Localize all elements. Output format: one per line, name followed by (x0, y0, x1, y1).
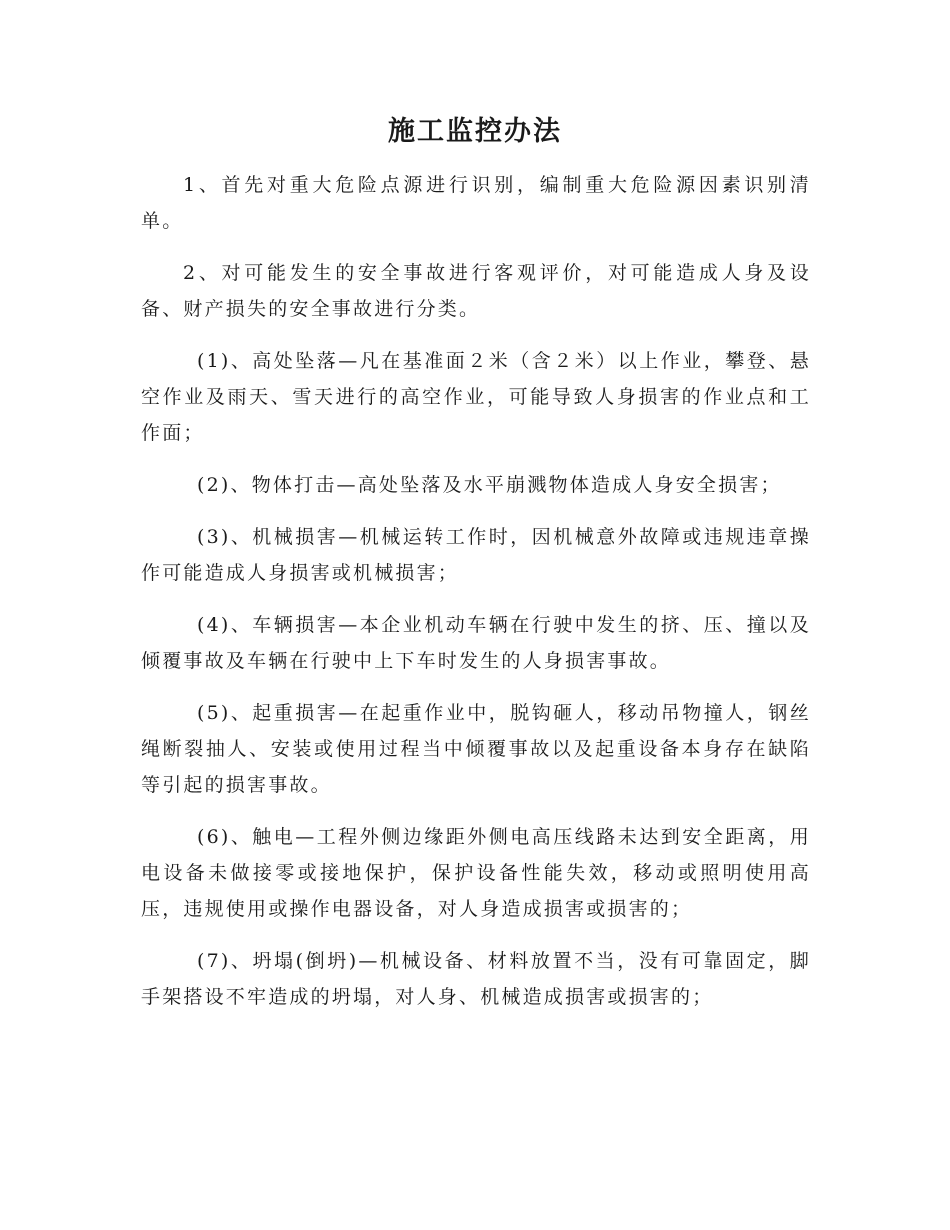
paragraph-item-2: (2)、物体打击—高处坠落及水平崩溅物体造成人身安全损害； (197, 474, 782, 496)
paragraph-item-3: (3)、机械损害—机械运转工作时，因机械意外故障或违规违章操作可能造成人身损害或机械损害； (141, 526, 811, 584)
document-body (141, 167, 811, 1031)
page-title: 施工监控办法 (388, 116, 562, 147)
paragraph-item-4: (4)、车辆损害—本企业机动车辆在行驶中发生的挤、压、撞以及倾覆事故及车辆在行驶中上下车时发生的人身损害事故。 (141, 614, 811, 672)
paragraph-item-6: (6)、触电—工程外侧边缘距外侧电高压线路未达到安全距离，用电设备未做接零或接地保护，保护设备性能失效，移动或照明使用高压，违规使用或操作电器设备，对人身造成损害或损害的； (141, 826, 811, 920)
paragraph-2: 2、对可能发生的安全事故进行客观评价，对可能造成人身及设备、财产损失的安全事故进行分类。 (141, 262, 811, 320)
paragraph-item-5: (5)、起重损害—在起重作业中，脱钩砸人，移动吊物撞人，钢丝绳断裂抽人、安装或使用过程当中倾覆事故以及起重设备本身存在缺陷等引起的损害事故。 (141, 702, 811, 796)
paragraph-1: 1、首先对重大危险点源进行识别，编制重大危险源因素识别清单。 (141, 174, 811, 232)
paragraph-item-1: (1)、高处坠落—凡在基准面２米（含２米）以上作业，攀登、悬空作业及雨天、雪天进行的高空作业，可能导致人身损害的作业点和工作面； (141, 350, 811, 444)
paragraph-item-7: (7)、坍塌(倒坍)—机械设备、材料放置不当，没有可靠固定，脚手架搭设不牢造成的坍塌，对人身、机械造成损害或损害的； (141, 950, 811, 1008)
